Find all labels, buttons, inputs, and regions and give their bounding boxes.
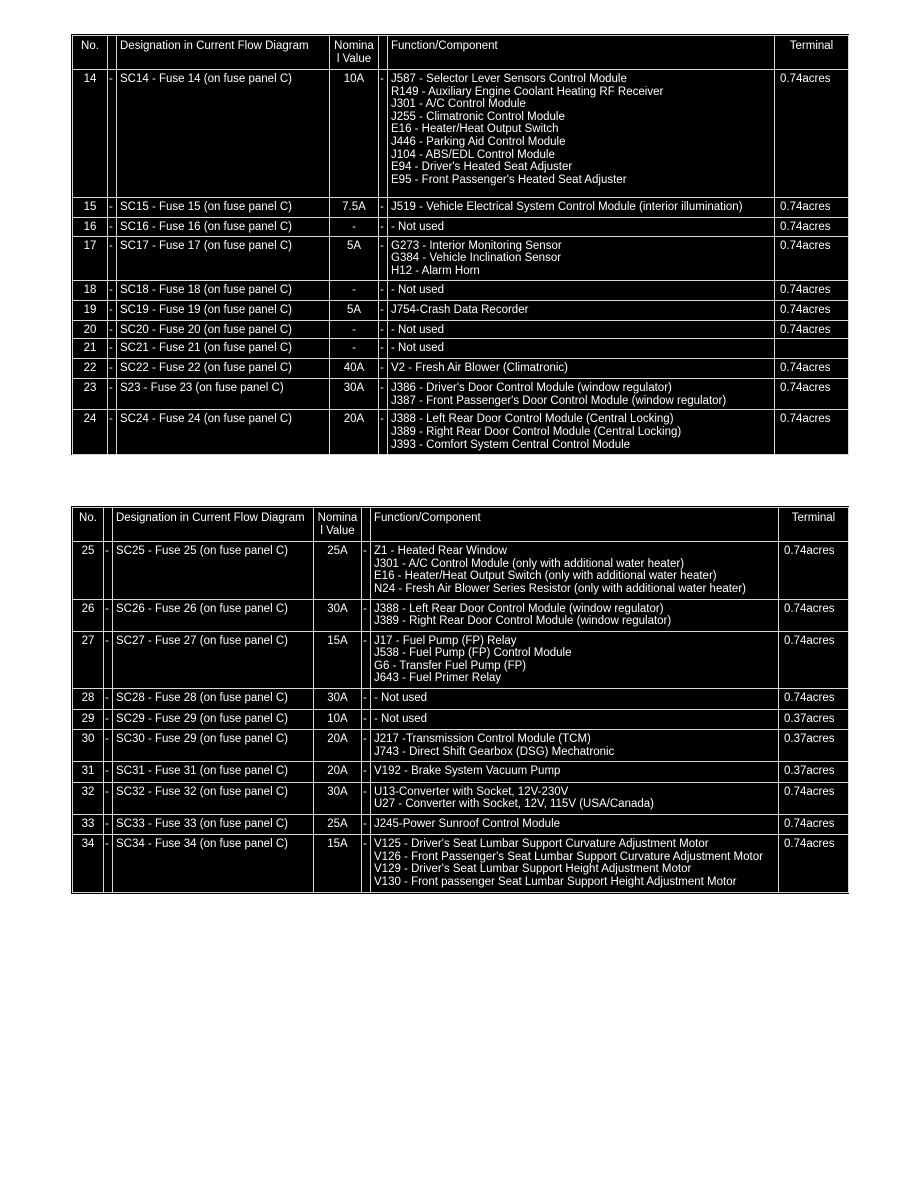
table-row [73,300,849,320]
row-terminal: 0.74acres [775,379,849,410]
row-separator: - [104,814,113,834]
row-designation: SC19 - Fuse 19 (on fuse panel C) [117,300,330,320]
table-row [73,782,849,814]
row-terminal [775,339,849,359]
row-separator: - [379,410,388,455]
row-separator: - [362,730,371,762]
table-row [73,379,849,410]
table-row [73,320,849,339]
function-line: V192 - Brake System Vacuum Pump [374,765,561,778]
row-separator: - [108,379,117,410]
function-line: J301 - A/C Control Module (only with additional water heater) [374,557,685,570]
function-line: V125 - Driver's Seat Lumbar Support Curvature Adjustment Motor [374,838,709,851]
row-function [388,410,775,455]
row-number: 18 [73,280,108,300]
header-function: Function/Component [388,36,775,70]
row-terminal: 0.37acres [779,709,849,729]
row-nominal-value: 30A [314,599,362,631]
row-terminal: 0.74acres [775,359,849,379]
row-separator: - [379,320,388,339]
row-nominal-value: - [330,339,379,359]
function-line: J104 - ABS/EDL Control Module [391,148,555,161]
row-separator: - [362,599,371,631]
row-nominal-value: - [330,320,379,339]
row-separator: - [362,631,371,689]
function-line: E94 - Driver's Heated Seat Adjuster [391,161,573,174]
row-number: 29 [73,709,104,729]
row-terminal: 0.74acres [775,218,849,237]
row-designation: SC22 - Fuse 22 (on fuse panel C) [117,359,330,379]
function-line: J587 - Selector Lever Sensors Control Module [391,73,627,85]
header-spacer [108,36,117,70]
row-terminal: 0.74acres [779,689,849,709]
function-line: V129 - Driver's Seat Lumbar Support Height Adjustment Motor [374,863,692,876]
function-line: R149 - Auxiliary Engine Coolant Heating RF Receiver [391,85,664,98]
row-separator: - [108,198,117,218]
header-spacer [104,508,113,542]
function-line: - Not used [374,692,428,705]
table-row [73,198,849,218]
header-spacer [362,508,371,542]
function-line: J389 - Right Rear Door Control Module (Central Locking) [391,425,682,438]
header-nominal-value: Nomina l Value [314,508,362,542]
table-row [73,339,849,359]
function-line: E16 - Heater/Heat Output Switch [391,123,559,136]
table-row [73,359,849,379]
row-separator: - [108,320,117,339]
row-function [388,236,775,280]
row-designation: SC33 - Fuse 33 (on fuse panel C) [113,814,314,834]
row-nominal-value: 10A [330,70,379,198]
row-function [371,782,779,814]
row-function [371,835,779,893]
header-function: Function/Component [371,508,779,542]
row-designation: SC28 - Fuse 28 (on fuse panel C) [113,689,314,709]
row-function [388,280,775,300]
row-function [371,542,779,600]
function-line: J446 - Parking Aid Control Module [391,135,566,148]
row-terminal: 0.74acres [779,835,849,893]
row-separator: - [104,599,113,631]
function-line: J538 - Fuel Pump (FP) Control Module [374,647,572,660]
function-line: J387 - Front Passenger's Door Control Module (window regulator) [391,394,727,407]
table-row [73,410,849,455]
function-line: U13-Converter with Socket, 12V-230V [374,785,569,798]
row-separator: - [362,782,371,814]
row-number: 25 [73,542,104,600]
row-designation: S23 - Fuse 23 (on fuse panel C) [117,379,330,410]
header-no: No. [73,36,108,70]
row-terminal: 0.37acres [779,730,849,762]
function-line: - Not used [391,342,445,355]
row-terminal: 0.74acres [775,70,849,198]
row-terminal: 0.37acres [779,762,849,782]
header-designation: Designation in Current Flow Diagram [117,36,330,70]
row-terminal: 0.74acres [779,542,849,600]
row-separator: - [362,835,371,893]
row-separator: - [108,359,117,379]
row-nominal-value: 30A [314,689,362,709]
row-nominal-value: 20A [314,730,362,762]
row-number: 33 [73,814,104,834]
row-separator: - [104,782,113,814]
row-separator: - [379,280,388,300]
row-separator: - [108,70,117,198]
row-separator: - [379,359,388,379]
row-designation: SC16 - Fuse 16 (on fuse panel C) [117,218,330,237]
function-line: V126 - Front Passenger's Seat Lumbar Support Curvature Adjustment Motor [374,850,763,863]
table-row [73,762,849,782]
function-line: J743 - Direct Shift Gearbox (DSG) Mechatronic [374,745,615,758]
header-spacer [379,36,388,70]
function-line: J217 -Transmission Control Module (TCM) [374,733,591,746]
function-line: G273 - Interior Monitoring Sensor [391,239,562,252]
fuse-table-2 [71,506,849,894]
function-line: J245-Power Sunroof Control Module [374,817,561,830]
row-designation: SC18 - Fuse 18 (on fuse panel C) [117,280,330,300]
row-separator: - [379,300,388,320]
row-separator: - [379,339,388,359]
row-nominal-value: 5A [330,236,379,280]
row-function [388,70,775,198]
header-designation: Designation in Current Flow Diagram [113,508,314,542]
row-function [388,320,775,339]
row-separator: - [104,542,113,600]
row-nominal-value: 5A [330,300,379,320]
function-line: J643 - Fuel Primer Relay [374,672,502,685]
row-terminal: 0.74acres [775,300,849,320]
function-line: J393 - Comfort System Central Control Module [391,438,631,451]
function-line: E16 - Heater/Heat Output Switch (only with additional water heater) [374,570,717,583]
table-body [73,70,849,455]
row-designation: SC21 - Fuse 21 (on fuse panel C) [117,339,330,359]
row-separator: - [104,631,113,689]
row-number: 34 [73,835,104,893]
table-row [73,730,849,762]
row-nominal-value: 40A [330,359,379,379]
row-separator: - [108,218,117,237]
row-number: 15 [73,198,108,218]
row-separator: - [104,689,113,709]
row-separator: - [362,709,371,729]
function-line: - Not used [391,323,445,336]
row-separator: - [362,542,371,600]
table-row [73,814,849,834]
row-designation: SC25 - Fuse 25 (on fuse panel C) [113,542,314,600]
row-number: 31 [73,762,104,782]
row-terminal: 0.74acres [775,320,849,339]
row-designation: SC32 - Fuse 32 (on fuse panel C) [113,782,314,814]
row-function [371,599,779,631]
function-line: U27 - Converter with Socket, 12V, 115V (USA/Canada) [374,798,654,811]
row-separator: - [108,410,117,455]
function-line: V2 - Fresh Air Blower (Climatronic) [391,362,569,375]
row-designation: SC17 - Fuse 17 (on fuse panel C) [117,236,330,280]
row-nominal-value: - [330,280,379,300]
function-line: - Not used [391,283,445,296]
table-row [73,280,849,300]
function-line: J519 - Vehicle Electrical System Control Module (interior illumination) [391,201,743,213]
row-function [371,762,779,782]
row-separator: - [362,689,371,709]
row-number: 21 [73,339,108,359]
function-line: J754-Crash Data Recorder [391,303,529,316]
function-line: J255 - Climatronic Control Module [391,110,565,123]
row-function [371,689,779,709]
row-number: 28 [73,689,104,709]
row-function [371,631,779,689]
table-row [73,70,849,198]
row-function [388,339,775,359]
function-line: H12 - Alarm Horn [391,264,480,277]
table-row [73,236,849,280]
header-terminal: Terminal [779,508,849,542]
table-row [73,689,849,709]
row-separator: - [108,300,117,320]
row-number: 19 [73,300,108,320]
row-designation: SC31 - Fuse 31 (on fuse panel C) [113,762,314,782]
row-number: 17 [73,236,108,280]
function-line: V130 - Front passenger Seat Lumbar Support Height Adjustment Motor [374,876,737,888]
row-terminal: 0.74acres [779,631,849,689]
table-row [73,542,849,600]
function-line: J388 - Left Rear Door Control Module (window regulator) [374,602,664,615]
function-line: J386 - Driver's Door Control Module (window regulator) [391,382,672,395]
header-nominal-value: Nomina l Value [330,36,379,70]
row-number: 14 [73,70,108,198]
row-number: 26 [73,599,104,631]
function-line: E95 - Front Passenger's Heated Seat Adjuster [391,173,627,186]
table-row [73,218,849,237]
table-row [73,599,849,631]
row-terminal: 0.74acres [779,782,849,814]
row-number: 30 [73,730,104,762]
table-body [73,542,849,893]
row-nominal-value: 25A [314,814,362,834]
function-line: - Not used [391,221,445,233]
row-nominal-value: 10A [314,709,362,729]
function-line: N24 - Fresh Air Blower Series Resistor (only with additional water heater) [374,582,746,595]
row-separator: - [362,762,371,782]
function-line: G6 - Transfer Fuel Pump (FP) [374,659,527,672]
row-separator: - [362,814,371,834]
table-row [73,835,849,893]
row-separator: - [379,198,388,218]
row-number: 27 [73,631,104,689]
table-header-row [73,508,849,542]
row-separator: - [104,835,113,893]
row-number: 32 [73,782,104,814]
row-designation: SC26 - Fuse 26 (on fuse panel C) [113,599,314,631]
table-row [73,709,849,729]
row-separator: - [108,280,117,300]
function-line: - Not used [374,712,428,725]
function-line: J388 - Left Rear Door Control Module (Central Locking) [391,413,674,426]
row-nominal-value: 15A [314,835,362,893]
row-number: 16 [73,218,108,237]
row-designation: SC20 - Fuse 20 (on fuse panel C) [117,320,330,339]
row-designation: SC24 - Fuse 24 (on fuse panel C) [117,410,330,455]
row-separator: - [104,762,113,782]
row-number: 20 [73,320,108,339]
row-designation: SC14 - Fuse 14 (on fuse panel C) [117,70,330,198]
table-header-row [73,36,849,70]
row-function [388,218,775,237]
table-row [73,631,849,689]
row-separator: - [104,709,113,729]
function-line: J301 - A/C Control Module [391,98,526,111]
row-nominal-value: 20A [330,410,379,455]
row-designation: SC27 - Fuse 27 (on fuse panel C) [113,631,314,689]
header-no: No. [73,508,104,542]
row-function [388,379,775,410]
row-nominal-value: 30A [330,379,379,410]
row-terminal: 0.74acres [775,198,849,218]
row-nominal-value: 25A [314,542,362,600]
row-separator: - [379,236,388,280]
row-terminal: 0.74acres [775,410,849,455]
row-terminal: 0.74acres [779,814,849,834]
function-line: Z1 - Heated Rear Window [374,545,507,557]
row-nominal-value: 7.5A [330,198,379,218]
row-terminal: 0.74acres [775,280,849,300]
row-separator: - [379,379,388,410]
row-function [371,709,779,729]
row-function [371,730,779,762]
row-number: 22 [73,359,108,379]
row-nominal-value: 15A [314,631,362,689]
row-terminal: 0.74acres [775,236,849,280]
row-nominal-value: 20A [314,762,362,782]
row-designation: SC29 - Fuse 29 (on fuse panel C) [113,709,314,729]
row-function [388,300,775,320]
row-separator: - [379,218,388,237]
row-designation: SC34 - Fuse 34 (on fuse panel C) [113,835,314,893]
function-line: J389 - Right Rear Door Control Module (window regulator) [374,615,672,628]
row-separator: - [104,730,113,762]
row-separator: - [108,339,117,359]
row-designation: SC30 - Fuse 29 (on fuse panel C) [113,730,314,762]
row-number: 23 [73,379,108,410]
row-nominal-value: 30A [314,782,362,814]
header-terminal: Terminal [775,36,849,70]
function-line: J17 - Fuel Pump (FP) Relay [374,634,517,647]
row-function [371,814,779,834]
row-nominal-value: - [330,218,379,237]
row-designation: SC15 - Fuse 15 (on fuse panel C) [117,198,330,218]
row-function [388,198,775,218]
row-number: 24 [73,410,108,455]
row-terminal: 0.74acres [779,599,849,631]
row-function [388,359,775,379]
row-separator: - [379,70,388,198]
function-line: G384 - Vehicle Inclination Sensor [391,252,562,265]
row-separator: - [108,236,117,280]
fuse-table-1 [71,34,849,455]
